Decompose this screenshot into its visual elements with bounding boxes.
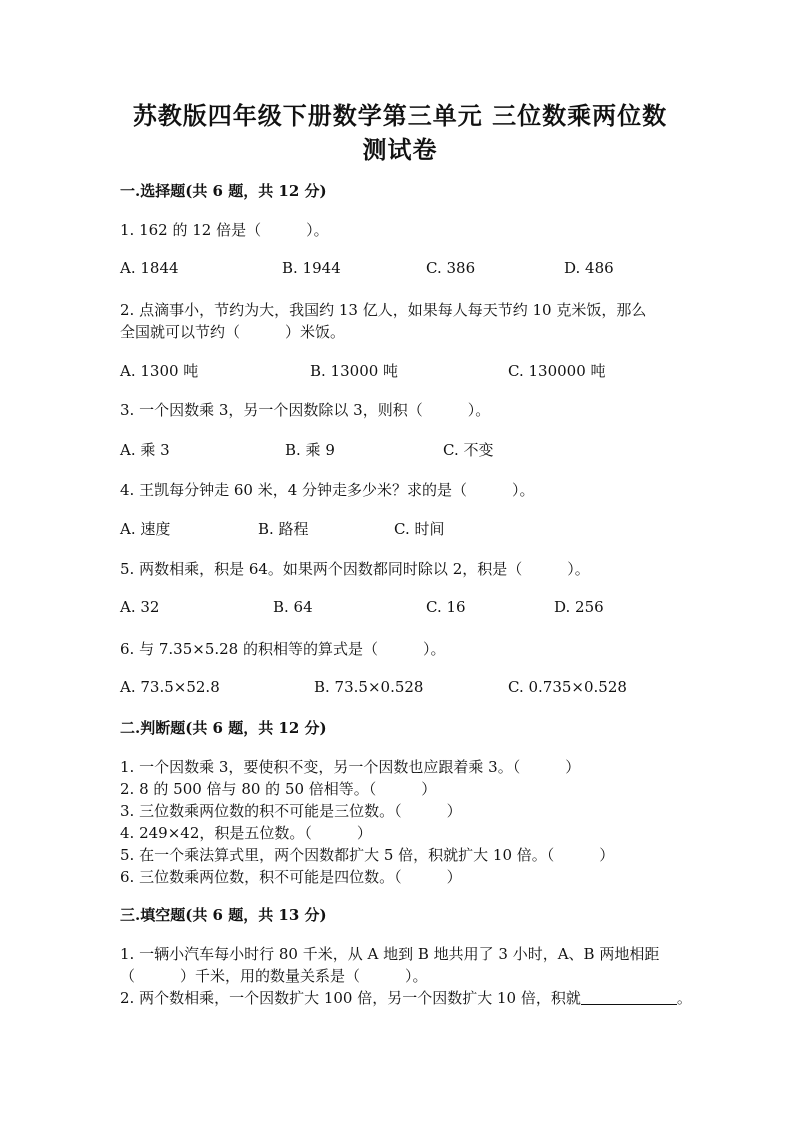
q5-option-c: C. 16 (426, 598, 466, 616)
judge-item-4: 4. 249×42，积是五位数。（ ） (120, 824, 372, 842)
fill-item-2-text: 2. 两个数相乘，一个因数扩大 100 倍，另一个因数扩大 10 倍，积就 (120, 989, 581, 1007)
q3-option-c: C. 不变 (443, 441, 494, 459)
question-2-line1: 2. 点滴事小，节约为大，我国约 13 亿人，如果每人每天节约 10 克米饭，那么 (120, 301, 647, 319)
question-2-line2: 全国就可以节约（ ）米饭。 (120, 323, 346, 341)
page-title-line2: 测试卷 (362, 135, 438, 164)
judge-item-6: 6. 三位数乘两位数，积不可能是四位数。（ ） (120, 868, 462, 886)
question-5: 5. 两数相乘，积是 64。如果两个因数都同时除以 2，积是（ ）。 (120, 560, 590, 578)
answer-blank (581, 990, 677, 1005)
judge-item-2: 2. 8 的 500 倍与 80 的 50 倍相等。（ ） (120, 780, 437, 798)
section-heading-true-false: 二.判断题(共 6 题，共 12 分) (120, 719, 327, 737)
page-title: 苏教版四年级下册数学第三单元 三位数乘两位数 (132, 101, 668, 130)
judge-item-5: 5. 在一个乘法算式里，两个因数都扩大 5 倍，积就扩大 10 倍。（ ） (120, 846, 615, 864)
q4-option-b: B. 路程 (258, 520, 309, 538)
q2-option-b: B. 13000 吨 (310, 362, 399, 380)
q6-option-b: B. 73.5×0.528 (314, 678, 424, 696)
q4-option-a: A. 速度 (120, 520, 171, 538)
q1-option-c: C. 386 (426, 259, 476, 277)
q5-option-a: A. 32 (120, 598, 160, 616)
fill-item-1-line2: （ ）千米，用的数量关系是（ ）。 (120, 967, 428, 985)
q1-option-d: D. 486 (564, 259, 614, 277)
q4-option-c: C. 时间 (394, 520, 445, 538)
judge-item-3: 3. 三位数乘两位数的积不可能是三位数。（ ） (120, 802, 462, 820)
question-1: 1. 162 的 12 倍是（ ）。 (120, 221, 329, 239)
section-heading-choice: 一.选择题(共 6 题，共 12 分) (120, 182, 327, 200)
q3-option-b: B. 乘 9 (285, 441, 335, 459)
question-4: 4. 王凯每分钟走 60 米，4 分钟走多少米？求的是（ ）。 (120, 481, 535, 499)
judge-item-1: 1. 一个因数乘 3，要使积不变，另一个因数也应跟着乘 3。（ ） (120, 758, 581, 776)
q2-option-a: A. 1300 吨 (120, 362, 199, 380)
q3-option-a: A. 乘 3 (120, 441, 170, 459)
section-heading-fill-in: 三.填空题(共 6 题，共 13 分) (120, 906, 327, 924)
question-3: 3. 一个因数乘 3，另一个因数除以 3，则积（ ）。 (120, 401, 491, 419)
fill-item-1-line1: 1. 一辆小汽车每小时行 80 千米，从 A 地到 B 地共用了 3 小时，A、B 两地相距 (120, 945, 660, 963)
q6-option-c: C. 0.735×0.528 (508, 678, 627, 696)
fill-item-2 (120, 987, 692, 1008)
q5-option-b: B. 64 (273, 598, 313, 616)
q2-option-c: C. 130000 吨 (508, 362, 606, 380)
q1-option-b: B. 1944 (282, 259, 341, 277)
q6-option-a: A. 73.5×52.8 (120, 678, 220, 696)
q5-option-d: D. 256 (554, 598, 604, 616)
fill-item-2-end: 。 (676, 989, 692, 1007)
q1-option-a: A. 1844 (120, 259, 179, 277)
question-6: 6. 与 7.35×5.28 的积相等的算式是（ ）。 (120, 640, 446, 658)
